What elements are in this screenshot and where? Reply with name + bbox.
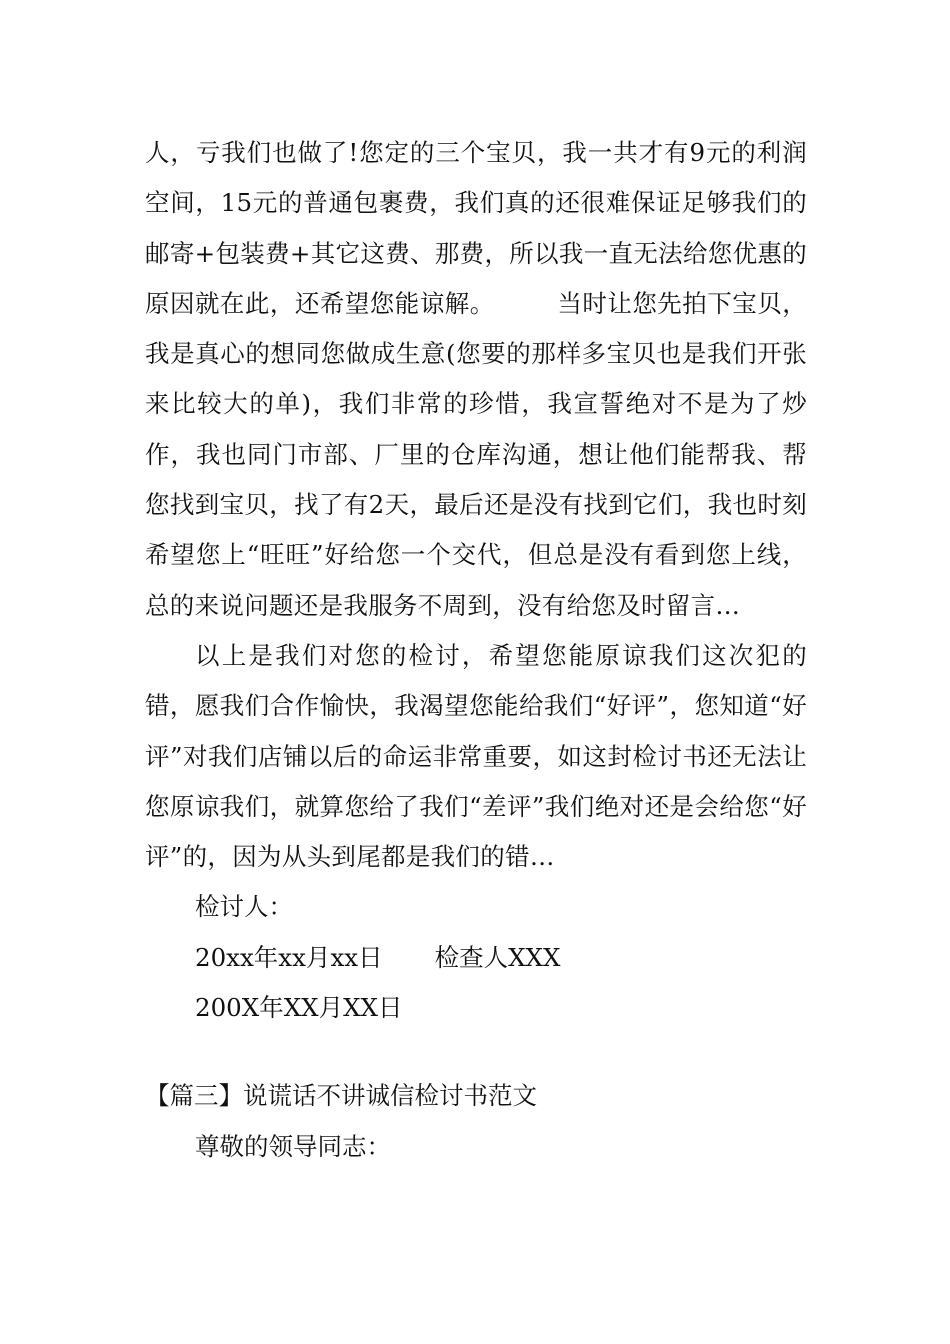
- signature-label: 检讨人：: [195, 892, 293, 922]
- body-paragraph-1: 人，亏我们也做了!您定的三个宝贝，我一共才有9元的利润空间，15元的普通包裹费，我们真的还很难保证足够我们的邮寄+包装费+其它这费、那费，所以我一直无法给您优惠的原因就在此，还希望您能谅解。 当时让您先拍下宝贝，我是真心的想同您做成生意(您要的那样多宝贝也是我们开张来比较大的单)，我们非常的珍惜，我宣誓绝对不是为了炒作，我也同门市部、厂里的仓库沟通，想让他们能帮我、帮您找到宝贝，找了有2天，最后还是没有找到它们，我也时刻希望您上“旺旺”好给您一个交代，但总是没有看到您上线，总的来说问题还是我服务不周到，没有给您及时留言…: [145, 138, 807, 620]
- date-inspector-line: [145, 933, 807, 983]
- spacer: [145, 1033, 807, 1071]
- inspector-name: 检查人XXX: [434, 942, 561, 972]
- section-heading: 【篇三】说谎话不讲诚信检讨书范文: [145, 1081, 537, 1111]
- body-paragraph-2: 以上是我们对您的检讨，希望您能原谅我们这次犯的错，愿我们合作愉快，我渴望您能给我们“好评”，您知道“好评”对我们店铺以后的命运非常重要，如这封检讨书还无法让您原谅我们，就算您给了我们“差评”我们绝对还是会给您“好评”的，因为从头到尾都是我们的错…: [145, 640, 807, 872]
- document-page: [145, 128, 807, 1172]
- date-line-2: 200X年XX月XX日: [195, 993, 403, 1023]
- salutation: 尊敬的领导同志：: [195, 1131, 391, 1161]
- date-line-1: 20xx年xx月xx日: [195, 942, 383, 972]
